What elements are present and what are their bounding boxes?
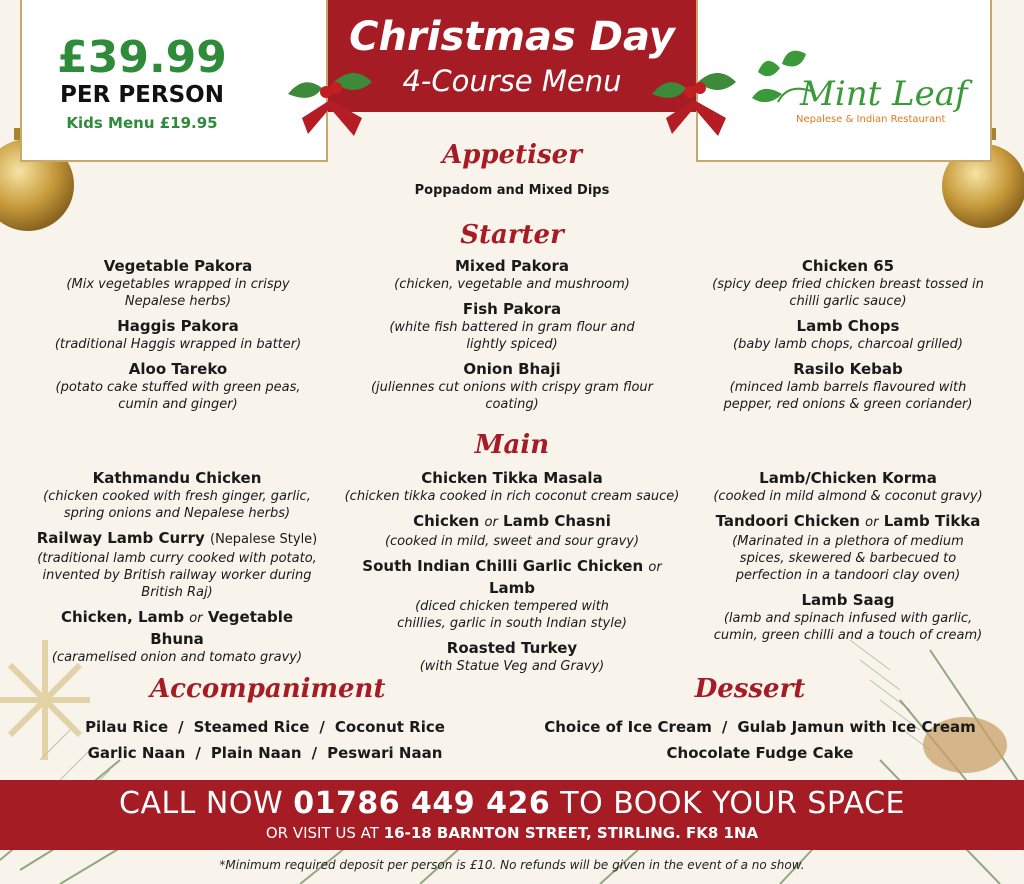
starter-column-left [40, 256, 316, 419]
main-column-right [706, 468, 990, 650]
menu-item: Tandoori Chicken or Lamb Tikka (Marinated in a plethora of medium spices, skewered & barbecued to perfection in a tandoori clay oven) [715, 512, 981, 583]
price: £39.99 [57, 32, 227, 83]
accompaniment-heading: Accompaniment [150, 674, 386, 704]
menu-item: Chicken Tikka Masala (chicken tikka cooked in rich coconut cream sauce) [344, 469, 680, 504]
menu-item: Rasilo Kebab (minced lamb barrels flavoured with pepper, red onions & green coriander) [723, 360, 973, 412]
page-title: Christmas Day [349, 14, 675, 60]
main-heading: Main [474, 430, 550, 460]
starter-column-right [710, 256, 986, 419]
call-line: CALL NOW 01786 449 426 TO BOOK YOUR SPACE [119, 786, 905, 821]
menu-item: Lamb Saag (lamb and spinach infused with garlic, cumin, green chilli and a touch of cream) [713, 591, 983, 643]
page-subtitle: 4-Course Menu [402, 64, 622, 98]
title-banner [328, 0, 696, 112]
menu-item: Chicken 65 (spicy deep fried chicken breast tossed in chilli garlic sauce) [712, 257, 984, 309]
holly-bow-left-icon [282, 58, 378, 148]
accompaniment-row-2: Garlic Naan / Plain Naan / Peswari Naan [87, 744, 443, 762]
main-column-left [36, 468, 318, 672]
menu-item: Vegetable Pakora (Mix vegetables wrapped in crispy Nepalese herbs) [66, 257, 290, 309]
call-to-action-bar [0, 780, 1024, 850]
holly-bow-right-icon [646, 58, 742, 148]
accompaniment-row-1: Pilau Rice / Steamed Rice / Coconut Rice [85, 718, 445, 736]
menu-item: Lamb/Chicken Korma (cooked in mild almond & coconut gravy) [713, 469, 983, 504]
address-line: OR VISIT US AT 16-18 BARNTON STREET, STIRLING. FK8 1NA [265, 824, 759, 842]
logo-tagline: Nepalese & Indian Restaurant [796, 114, 946, 125]
menu-item: Railway Lamb Curry (Nepalese Style) (traditional lamb curry cooked with potato, invented by British railway worker during British Raj) [36, 529, 318, 600]
dessert-heading: Dessert [694, 674, 806, 704]
menu-item: Lamb Chops (baby lamb chops, charcoal grilled) [733, 317, 963, 352]
menu-item: Chicken or Lamb Chasni (cooked in mild, sweet and sour gravy) [384, 512, 640, 549]
menu-item: Aloo Tareko (potato cake stuffed with green peas, cumin and ginger) [55, 360, 301, 412]
phone-number: 01786 449 426 [293, 786, 551, 821]
dessert-row-2: Chocolate Fudge Cake [666, 744, 854, 762]
menu-item: Mixed Pakora (chicken, vegetable and mushroom) [394, 257, 630, 292]
menu-item: Onion Bhaji (juliennes cut onions with crispy gram flour coating) [370, 360, 653, 412]
appetiser-heading: Appetiser [442, 140, 582, 170]
appetiser-item: Poppadom and Mixed Dips [414, 183, 610, 198]
logo-name: Mint Leaf [800, 74, 968, 114]
per-person-label: PER PERSON [60, 82, 224, 108]
address: 16-18 BARNTON STREET, STIRLING. FK8 1NA [383, 824, 759, 842]
menu-item: Haggis Pakora (traditional Haggis wrapped in batter) [54, 317, 302, 352]
starter-column-middle [370, 256, 654, 419]
menu-item: South Indian Chilli Garlic Chicken or Lamb (diced chicken tempered with chillies, garlic in south Indian style) [362, 557, 662, 631]
deposit-footnote: *Minimum required deposit per person is £10. No refunds will be given in the event of a no show. [219, 858, 805, 872]
dessert-row-1: Choice of Ice Cream / Gulab Jamun with Ice Cream [544, 718, 976, 736]
kids-menu-price: Kids Menu £19.95 [66, 114, 218, 132]
menu-item: Fish Pakora (white fish battered in gram flour and lightly spiced) [389, 300, 635, 352]
menu-item: Kathmandu Chicken (chicken cooked with fresh ginger, garlic, spring onions and Nepalese herbs) [43, 469, 311, 521]
menu-item: Roasted Turkey (with Statue Veg and Gravy) [419, 639, 605, 674]
starter-heading: Starter [460, 220, 564, 250]
main-column-middle [338, 468, 686, 681]
menu-item: Chicken, Lamb or Vegetable Bhuna (caramelised onion and tomato gravy) [51, 608, 303, 665]
